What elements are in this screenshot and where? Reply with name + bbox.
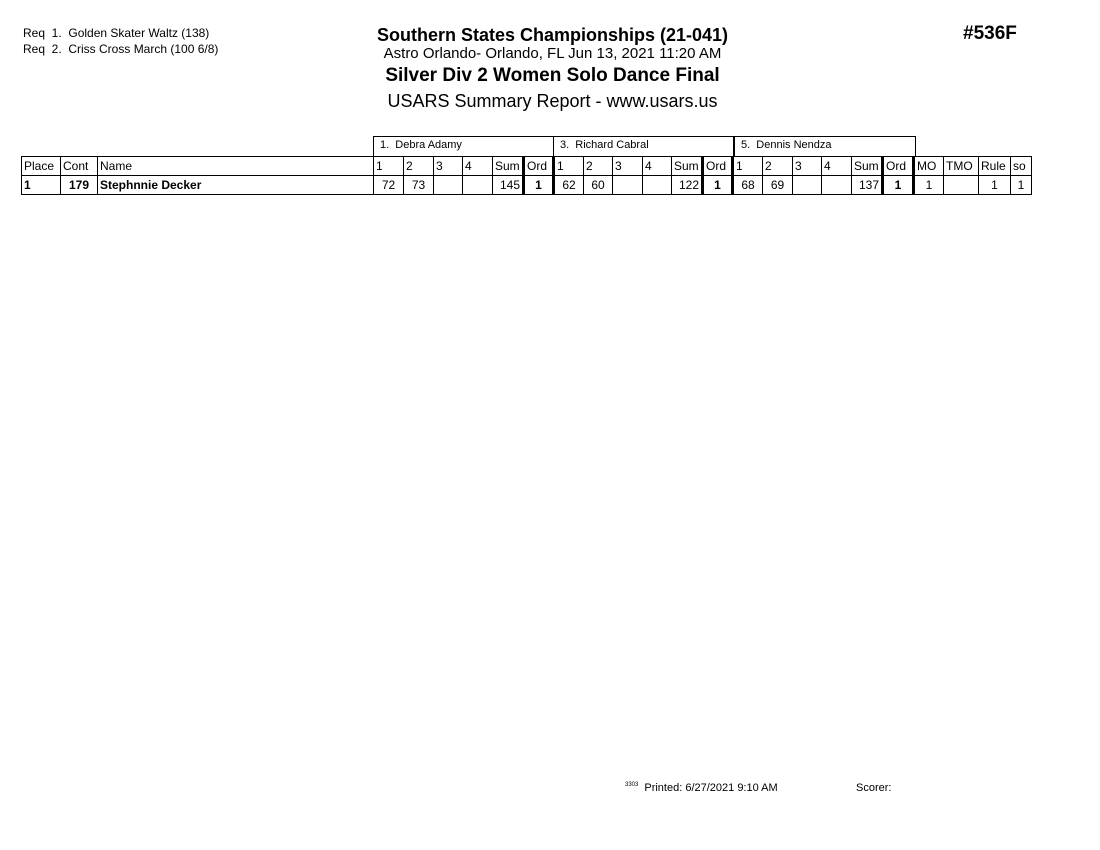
score-cell: 69: [763, 176, 793, 195]
sum-cell: 137: [852, 176, 883, 195]
tmo-cell: [944, 176, 979, 195]
judge5-col-2: 2: [763, 157, 793, 176]
judge1-col-sum: Sum: [493, 157, 524, 176]
results-table: [21, 156, 1032, 195]
judge1-col-4: 4: [463, 157, 493, 176]
judge3-col-sum: Sum: [672, 157, 703, 176]
judge-name: 1. Debra Adamy: [373, 136, 554, 156]
score-cell: [793, 176, 822, 195]
judge5-col-sum: Sum: [852, 157, 883, 176]
judge5-col-4: 4: [822, 157, 852, 176]
competition-title: Southern States Championships (21-041): [376, 25, 729, 45]
report-title: USARS Summary Report - www.usars.us: [387, 91, 718, 111]
score-cell: 73: [404, 176, 434, 195]
judge3-col-3: 3: [613, 157, 643, 176]
event-number: #536F: [963, 23, 1017, 44]
mo-header: MO: [914, 157, 944, 176]
judge3-col-4: 4: [643, 157, 672, 176]
judge3-col-1: 1: [554, 157, 584, 176]
score-cell: 72: [374, 176, 404, 195]
scorer-label: Scorer:: [856, 782, 892, 794]
score-cell: [643, 176, 672, 195]
so-header: so: [1011, 157, 1032, 176]
judge5-col-ord: Ord: [883, 157, 914, 176]
judge5-col-1: 1: [733, 157, 763, 176]
event-title: Silver Div 2 Women Solo Dance Final: [385, 65, 720, 86]
judge-name: 3. Richard Cabral: [553, 136, 734, 156]
score-cell: [613, 176, 643, 195]
ord-cell: 1: [524, 176, 554, 195]
sum-cell: 122: [672, 176, 703, 195]
venue-date: Astro Orlando- Orlando, FL Jun 13, 2021 11:20 AM: [383, 45, 722, 62]
score-cell: [822, 176, 852, 195]
judge5-col-3: 3: [793, 157, 822, 176]
place-cell: 1: [22, 176, 61, 195]
name-header: Name: [98, 157, 374, 176]
table-row: [22, 176, 1032, 195]
tmo-header: TMO: [944, 157, 979, 176]
score-cell: [463, 176, 493, 195]
judge-name: 5. Dennis Nendza: [734, 136, 916, 156]
printed-timestamp: [625, 782, 778, 794]
judge1-col-2: 2: [404, 157, 434, 176]
rule-header: Rule: [979, 157, 1011, 176]
printed-text: Printed: 6/27/2021 9:10 AM: [644, 782, 778, 794]
rule-cell: 1: [979, 176, 1011, 195]
report-code: 3303: [625, 782, 639, 788]
table-header-row: [22, 157, 1032, 176]
place-header: Place: [22, 157, 61, 176]
sum-cell: 145: [493, 176, 524, 195]
ord-cell: 1: [883, 176, 914, 195]
judge1-col-1: 1: [374, 157, 404, 176]
requirement-item: Req 1. Golden Skater Waltz (138): [23, 26, 210, 40]
judge3-col-2: 2: [584, 157, 613, 176]
cont-cell: 179: [61, 176, 98, 195]
name-cell: Stephnnie Decker: [98, 176, 374, 195]
requirement-item: Req 2. Criss Cross March (100 6/8): [23, 42, 219, 56]
ord-cell: 1: [703, 176, 733, 195]
mo-cell: 1: [914, 176, 944, 195]
score-cell: 68: [733, 176, 763, 195]
judge1-col-ord: Ord: [524, 157, 554, 176]
cont-header: Cont: [61, 157, 98, 176]
judge1-col-3: 3: [434, 157, 463, 176]
score-cell: 60: [584, 176, 613, 195]
so-cell: 1: [1011, 176, 1032, 195]
score-cell: 62: [554, 176, 584, 195]
judge3-col-ord: Ord: [703, 157, 733, 176]
score-cell: [434, 176, 463, 195]
